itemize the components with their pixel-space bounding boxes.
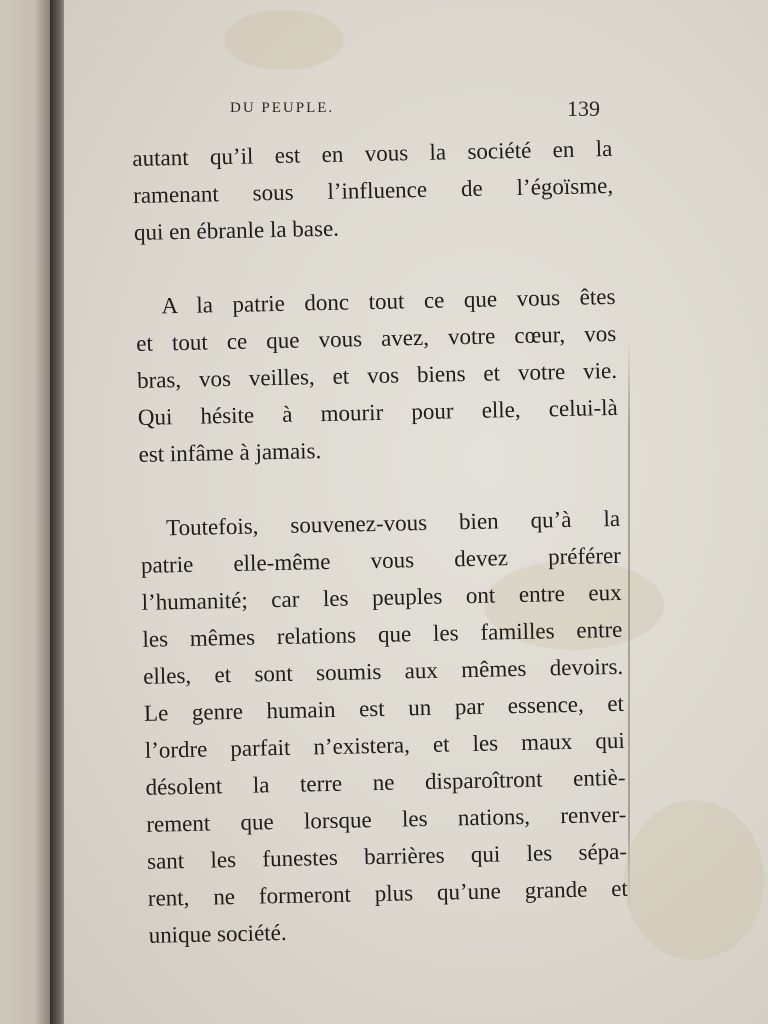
text-line: A la patrie donc tout ce que vous êtes [161,283,616,319]
running-head: DU PEUPLE. [230,100,335,116]
text-line: est infâme à jamais. [138,438,322,467]
text-line: rent, ne formeront plus qu’une grande et [147,875,629,911]
paragraph [140,500,629,954]
text-line: l’humanité; car les peuples ont entre eux [141,579,622,615]
text-line: Le genre humain est un par essence, et [143,690,625,726]
text-line: elles, et sont soumis aux mêmes devoirs. [142,653,624,689]
text-line: ramenant sous l’influence de l’égoïsme, [132,172,614,208]
text-line: rement que lorsque les nations, renver- [146,801,627,837]
text-line: et tout ce que vous avez, votre cœur, vos [136,320,617,356]
pencil-margin-mark [628,340,630,910]
page-number: 139 [567,96,600,121]
text-line: patrie elle-même vous devez préférer [140,542,622,578]
text-line: qui en ébranle la base. [133,215,340,245]
page-header [230,96,610,126]
text-line: les mêmes relations que les familles entre [142,616,623,652]
text-line: unique société. [148,919,287,948]
text-line: l’ordre parfait n’existera, et les maux qui [144,727,625,763]
text-line: Toutefois, souvenez-vous bien qu’à la [165,505,621,541]
text-line: autant qu’il est en vous la société en la [132,135,613,171]
paper-stain [624,800,764,960]
text-line: bras, vos veilles, et vos biens et votre vie. [136,357,618,393]
text-line: sant les funestes barrières qui les sépa- [146,838,628,874]
text-line: Qui hésite à mourir pour elle, celui-là [137,394,618,430]
paragraph [132,130,614,251]
body-text [132,130,630,991]
paper-stain [224,10,344,70]
text-line: désolent la terre ne disparoîtront entiè- [145,764,626,800]
paragraph [135,278,619,473]
